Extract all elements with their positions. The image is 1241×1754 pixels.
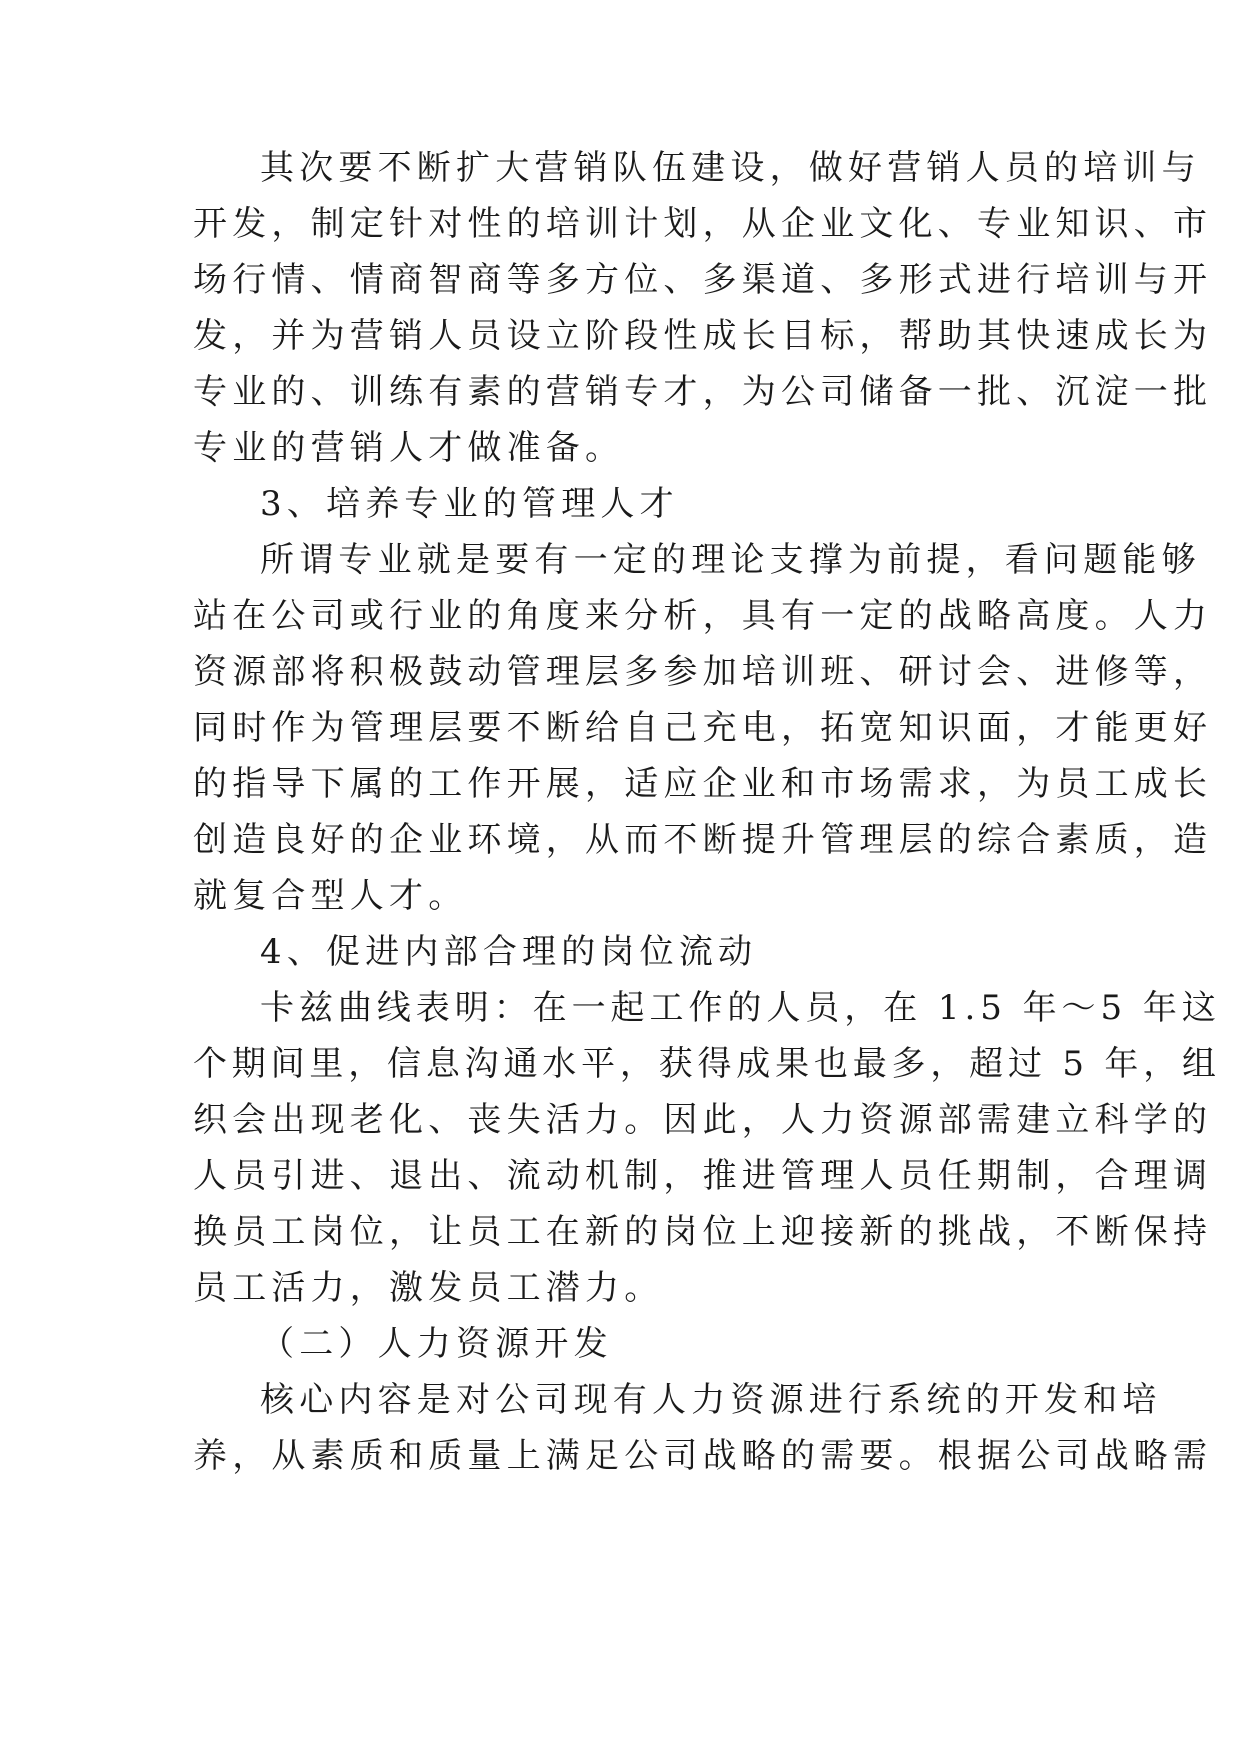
paragraph-line: 织会出现老化、丧失活力。因此，人力资源部需建立科学的 xyxy=(193,1100,1213,1140)
paragraph-line: 同时作为管理层要不断给自己充电，拓宽知识面，才能更好 xyxy=(193,708,1213,748)
paragraph-line: 员工活力，激发员工潜力。 xyxy=(193,1268,664,1308)
paragraph-line: 专业的营销人才做准备。 xyxy=(193,428,625,468)
paragraph-line: 人员引进、退出、流动机制，推进管理人员任期制，合理调 xyxy=(193,1156,1213,1196)
paragraph-line: 个期间里，信息沟通水平，获得成果也最多，超过 5 年，组 xyxy=(193,1044,1221,1084)
paragraph-line: 场行情、情商智商等多方位、多渠道、多形式进行培训与开 xyxy=(193,260,1213,300)
paragraph-line: 的指导下属的工作开展，适应企业和市场需求，为员工成长 xyxy=(193,764,1213,804)
paragraph-line: 养，从素质和质量上满足公司战略的需要。根据公司战略需 xyxy=(193,1436,1213,1476)
paragraph-line: 站在公司或行业的角度来分析，具有一定的战略高度。人力 xyxy=(193,596,1213,636)
paragraph-line: 其次要不断扩大营销队伍建设，做好营销人员的培训与 xyxy=(260,148,1201,188)
paragraph-line: 核心内容是对公司现有人力资源进行系统的开发和培 xyxy=(260,1380,1162,1420)
section-heading: 3、培养专业的管理人才 xyxy=(260,484,679,524)
paragraph-line: 所谓专业就是要有一定的理论支撑为前提，看问题能够 xyxy=(260,540,1201,580)
paragraph-line: 换员工岗位，让员工在新的岗位上迎接新的挑战，不断保持 xyxy=(193,1212,1213,1252)
paragraph-line: 卡兹曲线表明：在一起工作的人员，在 1.5 年～5 年这 xyxy=(260,988,1221,1028)
section-heading: （二）人力资源开发 xyxy=(260,1324,613,1364)
paragraph-line: 开发，制定针对性的培训计划，从企业文化、专业知识、市 xyxy=(193,204,1213,244)
paragraph-line: 就复合型人才。 xyxy=(193,876,468,916)
paragraph-line: 创造良好的企业环境，从而不断提升管理层的综合素质，造 xyxy=(193,820,1213,860)
paragraph-line: 资源部将积极鼓动管理层多参加培训班、研讨会、进修等， xyxy=(193,652,1213,692)
paragraph-line: 专业的、训练有素的营销专才，为公司储备一批、沉淀一批 xyxy=(193,372,1213,412)
section-heading: 4、促进内部合理的岗位流动 xyxy=(260,932,758,972)
paragraph-line: 发，并为营销人员设立阶段性成长目标，帮助其快速成长为 xyxy=(193,316,1213,356)
